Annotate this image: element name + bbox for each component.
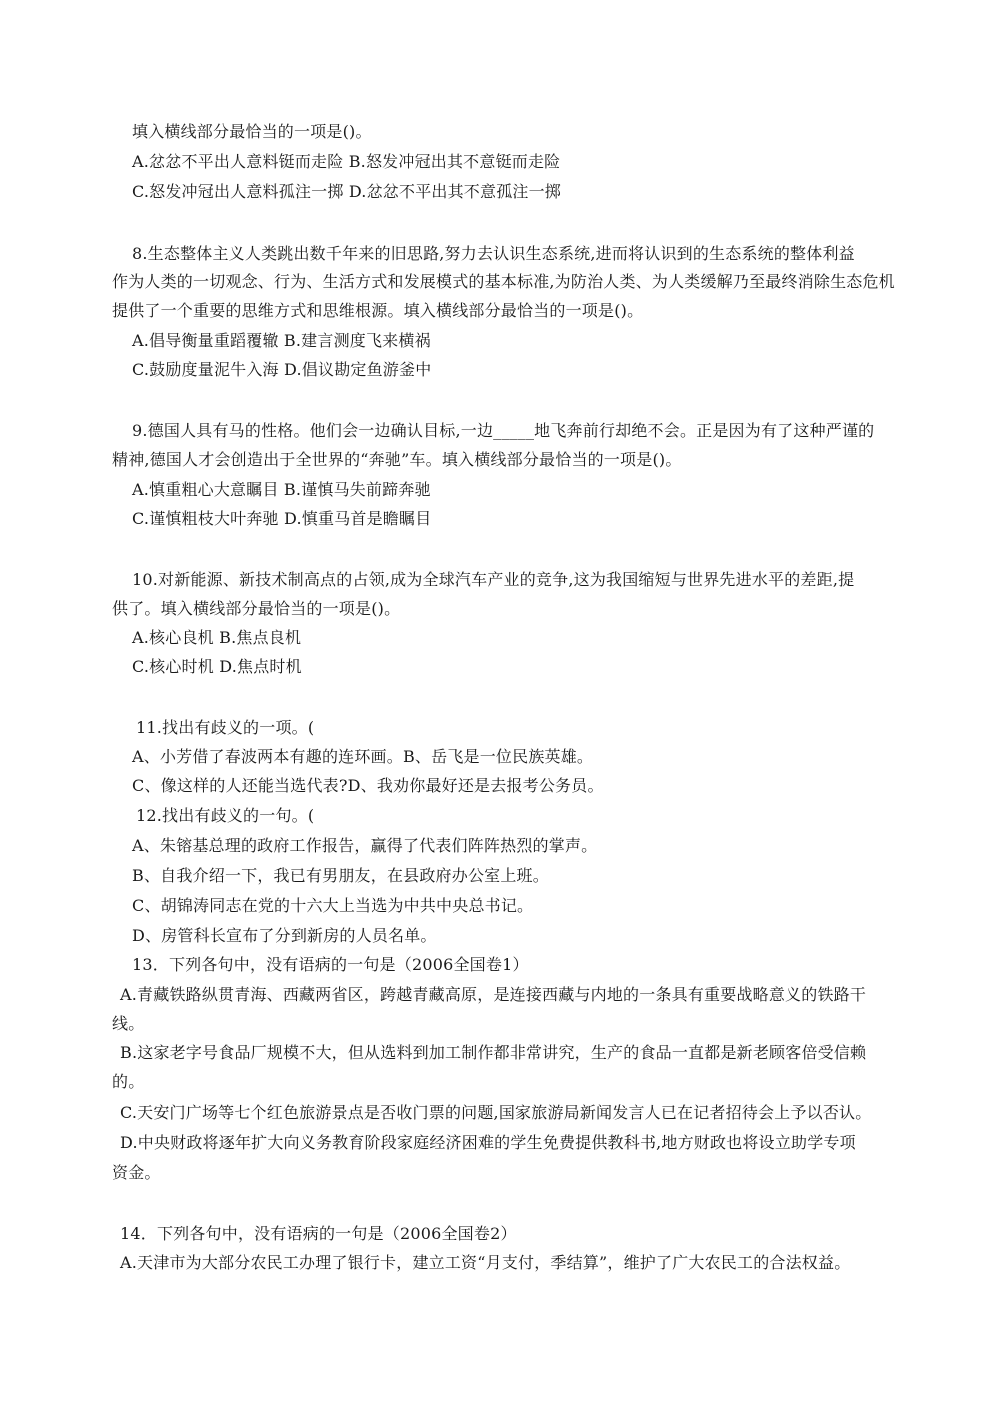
q10-option-line: A.核心良机 B.焦点良机 [132, 628, 302, 647]
q12-option-line: D、房管科长宣布了分到新房的人员名单。 [132, 926, 437, 945]
q8-text-line: 作为人类的一切观念、行为、生活方式和发展模式的基本标准,为防治人类、为人类缓解乃至最终消除生态危机 [112, 272, 895, 291]
q13-text-line: B.这家老字号食品厂规模不大，但从选料到加工制作都非常讲究，生产的食品一直都是新老顾客倍受信赖 [120, 1043, 867, 1062]
q8-option-line: C.鼓励度量泥牛入海 D.倡议勘定鱼游釜中 [132, 360, 432, 379]
q13-prompt: 13．下列各句中，没有语病的一句是（2006全国卷1） [132, 955, 529, 974]
q14-prompt: 14．下列各句中，没有语病的一句是（2006全国卷2） [120, 1224, 517, 1243]
q13-text-line: C.天安门广场等七个红色旅游景点是否收门票的问题,国家旅游局新闻发言人已在记者招待会上予以否认。 [120, 1103, 872, 1122]
q9-text-line: 精神,德国人才会创造出于全世界的“奔驰”车。填入横线部分最恰当的一项是()。 [112, 450, 682, 469]
q12-prompt: 12.找出有歧义的一句。( [136, 806, 315, 825]
q7-prompt: 填入横线部分最恰当的一项是()。 [132, 122, 372, 141]
q10-text-line: 供了。填入横线部分最恰当的一项是()。 [112, 599, 401, 618]
q14-text-line: A.天津市为大部分农民工办理了银行卡，建立工资“月支付，季结算”，维护了广大农民工的合法权益。 [120, 1253, 851, 1272]
q8-text-line: 8.生态整体主义人类跳出数千年来的旧思路,努力去认识生态系统,进而将认识到的生态系统的整体利益 [132, 244, 855, 263]
q7-option-line: A.忿忿不平出人意料铤而走险 B.怒发冲冠出其不意铤而走险 [132, 152, 561, 171]
q9-option-line: C.谨慎粗枝大叶奔驰 D.慎重马首是瞻瞩目 [132, 509, 432, 528]
q8-option-line: A.倡导衡量重蹈覆辙 B.建言测度飞来横祸 [132, 331, 431, 350]
q13-text-line: 线。 [112, 1014, 145, 1033]
q12-option-line: B、自我介绍一下，我已有男朋友，在县政府办公室上班。 [132, 866, 549, 885]
q11-option-line: C、像这样的人还能当选代表?D、我劝你最好还是去报考公务员。 [132, 776, 604, 795]
q9-option-line: A.慎重粗心大意瞩目 B.谨慎马失前蹄奔驰 [132, 480, 431, 499]
q13-text-line: D.中央财政将逐年扩大向义务教育阶段家庭经济困难的学生免费提供教科书,地方财政也将设立助学专项 [120, 1133, 856, 1152]
q13-text-line: A.青藏铁路纵贯青海、西藏两省区，跨越青藏高原，是连接西藏与内地的一条具有重要战略意义的铁路干 [120, 985, 867, 1004]
q12-option-line: A、朱镕基总理的政府工作报告，赢得了代表们阵阵热烈的掌声。 [132, 836, 598, 855]
q9-text-line: 9.德国人具有马的性格。他们会一边确认目标,一边_____地飞奔前行却绝不会。正是因为有了这种严谨的 [132, 421, 875, 440]
q7-option-line: C.怒发冲冠出人意料孤注一掷 D.忿忿不平出其不意孤注一掷 [132, 182, 561, 201]
q12-option-line: C、胡锦涛同志在党的十六大上当选为中共中央总书记。 [132, 896, 534, 915]
q11-option-line: A、小芳借了春波两本有趣的连环画。B、岳飞是一位民族英雄。 [132, 747, 594, 766]
q8-text-line: 提供了一个重要的思维方式和思维根源。填入横线部分最恰当的一项是()。 [112, 301, 644, 320]
q10-option-line: C.核心时机 D.焦点时机 [132, 657, 302, 676]
q10-text-line: 10.对新能源、新技术制高点的占领,成为全球汽车产业的竞争,这为我国缩短与世界先进水平的差距,提 [132, 570, 855, 589]
q13-text-line: 的。 [112, 1072, 145, 1091]
q13-text-line: 资金。 [112, 1163, 161, 1182]
q11-prompt: 11.找出有歧义的一项。( [136, 718, 315, 737]
